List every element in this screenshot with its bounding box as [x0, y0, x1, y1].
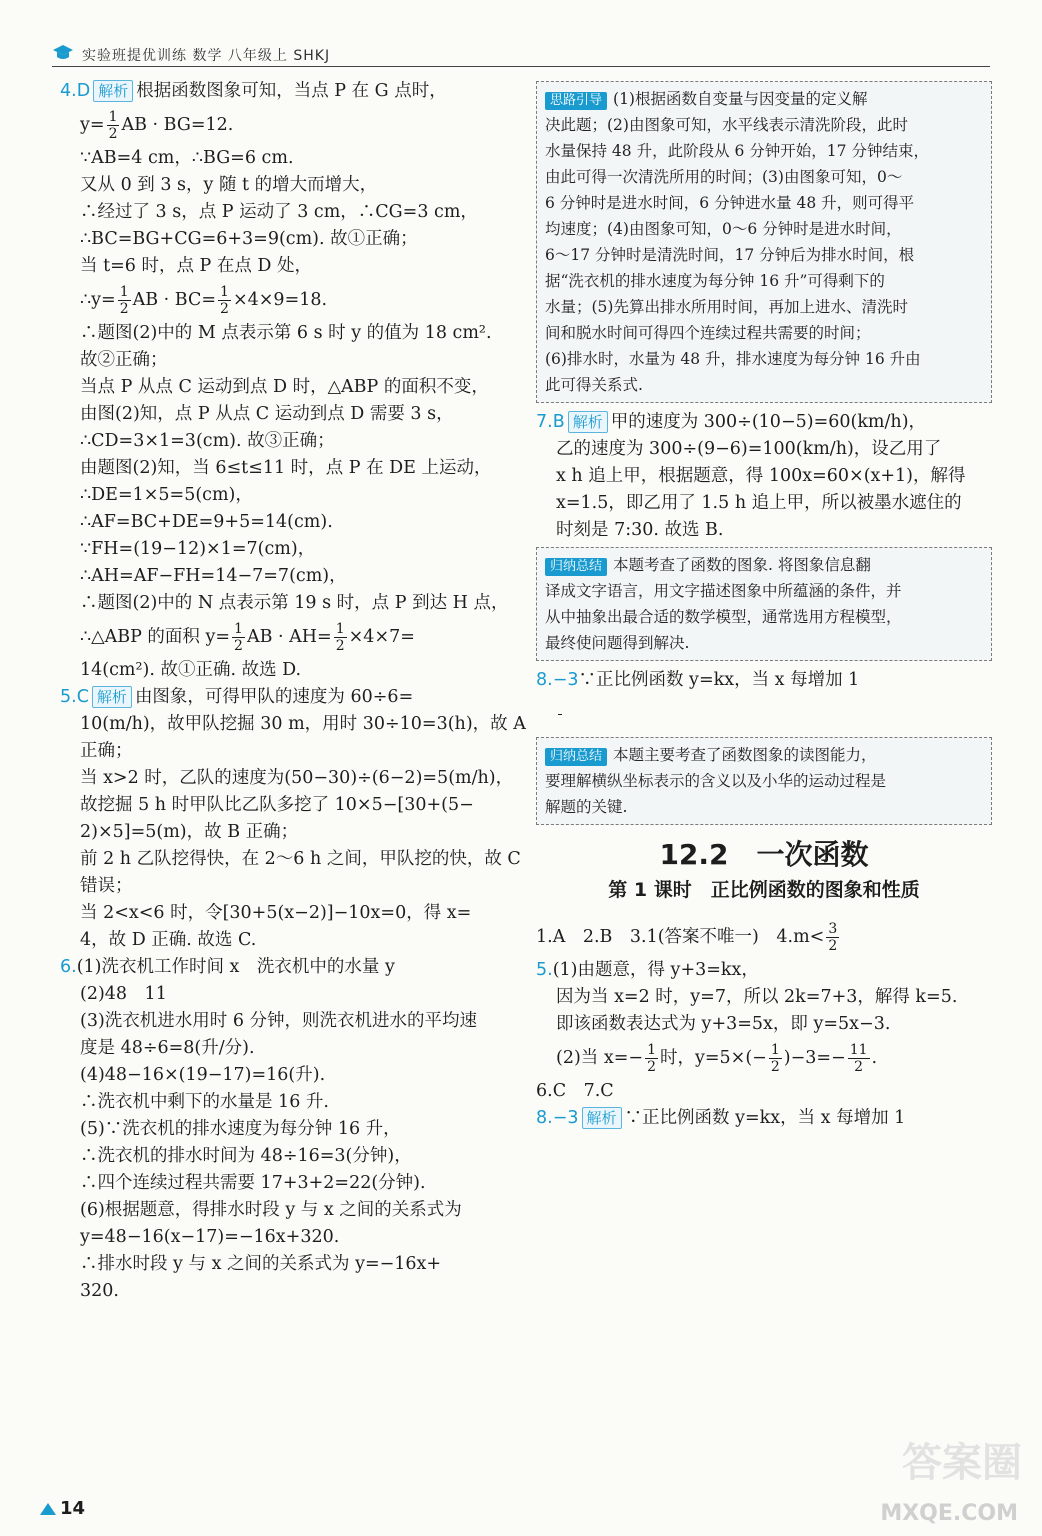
right-column [536, 78, 992, 1132]
header-title: 实验班提优训练 数学 八年级上 SHKJ [82, 48, 331, 64]
fraction: $\frac{1}{2}$ [220, 284, 229, 317]
fraction: $\frac{1}{2}$ [119, 284, 129, 317]
page-arrow-icon [40, 1503, 56, 1515]
answer-6: 6.(1)洗衣机工作时间 x 洗衣机中的水量 y (2)48 11 (3)洗衣机进水用时 6 分钟，则洗衣机进水的平均速 度是 48÷6=8(升/分). (4)48−16×(19−17)=16(升). ∴洗衣机中剩下的水量是 16 升. (5)∵洗衣机的排水速度为每分钟 16 升， ∴洗衣机的排水时间为 48÷16=3(分钟)， ∴四个连续过程共需要 17+3+2=22(分钟). (6)根据题意，得排水时段 y 与 x 之间的关系式为 y=48−16(x−17)=−16x+320. ∴排水时段 y 与 x 之间的关系式为 y=−16x+ 320. [60, 957, 478, 1301]
answer-8: 8.−3∵正比例函数 y=kx，当 x 每增加 1 [536, 667, 992, 734]
header-rule [52, 66, 990, 67]
fraction: $\frac{11}{2}$ [849, 1042, 868, 1075]
fraction: $\frac{1}{2}$ [108, 109, 118, 142]
summary-note-2: 归纳总结 本题主要考查了函数图象的读图能力， 要理解横纵坐标表示的含义以及小华的运动过程是 解题的关键. [536, 737, 992, 825]
answer-4: 4.D 解析 根据函数图象可知，当点 P 在 G 点时， y= $\frac{1}{2}$ AB · BG=12. ∵AB=4 cm，∴BG=6 cm. 又从 0 到 3 s，y 随 t 的增大而增大， ∴经过了 3 s，点 P 运动了 3 cm，∴CG=3 cm， ∴BC=BG+CG=6+3=9(cm). 故①正确； 当 t=6 时，点 P 在点 D 处， ∴y= $\frac{1}{2}$ AB · BC= $\frac{1}{2}$ ×4×9=18. ∴题图(2)中的 M 点表示第 6 s 时 y 的值为 18 cm². 故②正确； 当点 P 从点 C 运动到点 D 时，△ABP 的面积不变， 由图(2)知，点 P 从点 C 运动到点 D 需要 3 s， ∴CD=3×1=3(cm). 故③正确； 由题图(2)知，当 6≤t≤11 时，点 P 在 DE 上运动， ∴DE=1×5=5(cm)， ∴AF=BC+DE=9+5=14(cm). ∵FH=(19−12)×1=7(cm)， ∴AH=AF−FH=14−7=7(cm)， ∴题图(2)中的 N 点表示第 19 s 时，点 P 到达 H 点， ∴△ABP 的面积 y= $\frac{1}{2}$ AB · AH= $\frac{1}{2}$ ×4×7= 14(cm²). 故①正确. 故选 D. [60, 81, 509, 680]
page-header [0, 0, 1042, 66]
answer-8b: 8.−3 解析 ∵正比例函数 y=kx，当 x 每增加 1 [536, 1108, 906, 1128]
graduation-cap-icon [52, 42, 74, 64]
fraction: $\frac{1}{2}$ [770, 1042, 780, 1075]
fraction: $\frac{1}{2}$ [647, 1042, 656, 1075]
fraction: $\frac{1}{2}$ [335, 621, 345, 654]
answer-5: 5.C 解析 由图象，可得甲队的速度为 60÷6= 10(m/h)，故甲队挖掘 30 m，用时 30÷10=3(h)，故 A 正确； 当 x>2 时，乙队的速度为(50−30)÷(6−2)=5(m/h)， 故挖掘 5 h 时甲队比乙队多挖了 10×5−[30+(5− 2)×5]=5(m)，故 B 正确； 前 2 h 乙队挖得快，在 2～6 h 之间，甲队挖的快，故 C 错误； 当 2<x<6 时，令[30+5(x−2)]−10x=0，得 x= 4，故 D 正确. 故选 C. [60, 687, 526, 950]
analysis-tag: 解析 [92, 686, 132, 708]
answers-1-4: 1.A 2.B 3.1(答案不唯一) 4.m< $\frac{3}{2}$ [536, 921, 838, 954]
analysis-tag: 解析 [568, 411, 608, 433]
watermark-url: MXQE.COM [880, 1501, 1018, 1526]
section-subtitle: 第 1 课时 正比例函数的图象和性质 [608, 879, 920, 901]
section-title: 12.2 一次函数 [659, 838, 869, 871]
analysis-tag: 解析 [582, 1107, 622, 1129]
idea-note: 思路引导 (1)根据函数自变量与因变量的定义解 决此题；(2)由图象可知，水平线表示清洗阶段，此时 水量保持 48 升，此阶段从 6 分钟开始，17 分钟结束， 由此可得一次清洗所用的时间；(3)由图象可知，0～ 6 分钟时是进水时间，6 分钟进水量 48 升，则可得平 均速度；(4)由图象可知，0～6 分钟时是进水时间， 6～17 分钟时是清洗时间，17 分钟后为排水时间，根 据“洗衣机的排水速度为每分钟 16 升”可得剩下的 水量；(5)先算出排水所用时间，再加上进水、清洗时 间和脱水时间可得四个连续过程共需要的时间； (6)排水时，水量为 48 升，排水速度为每分钟 16 升由 此可得关系式. [536, 81, 992, 403]
summary-label: 归纳总结 [545, 558, 607, 576]
fraction: $\frac{1}{2}$ [234, 621, 243, 654]
watermark-logo: 答案圈 [902, 1440, 1022, 1486]
summary-label: 归纳总结 [545, 748, 607, 766]
answer-5b: 5.(1)由题意，得 y+3=kx， 因为当 x=2 时，y=7，所以 2k=7+3，解得 k=5. 即该函数表达式为 y+3=5x，即 y=5x−3. (2)当 x=− $\frac{1}{2}$ 时，y=5×(− $\frac{1}{2}$ )−3=− $\frac{11}{2}$ . [536, 960, 958, 1075]
summary-note-1: 归纳总结 本题考查了函数的图象. 将图象信息翻 译成文字语言，用文字描述图象中所蕴涵的条件，并 从中抽象出最合适的数学模型，通常选用方程模型， 最终使问题得到解决. [536, 547, 992, 661]
analysis-tag: 解析 [93, 80, 133, 102]
left-column [60, 78, 526, 1305]
idea-label: 思路引导 [545, 92, 607, 110]
fraction [558, 714, 562, 715]
fraction: $\frac{3}{2}$ [828, 921, 838, 954]
page-number: 14 [40, 1498, 100, 1528]
answer-7: 7.B 解析 甲的速度为 300÷(10−5)=60(km/h)， 乙的速度为 300÷(9−6)=100(km/h)，设乙用了 x h 追上甲，根据题意，得 100x=60×(x+1)，解得 x=1.5，即乙用了 1.5 h 追上甲，所以被墨水遮住的 时刻是 7:30. 故选 B. [536, 412, 966, 540]
answers-6-7: 6.C 7.C [536, 1081, 614, 1101]
